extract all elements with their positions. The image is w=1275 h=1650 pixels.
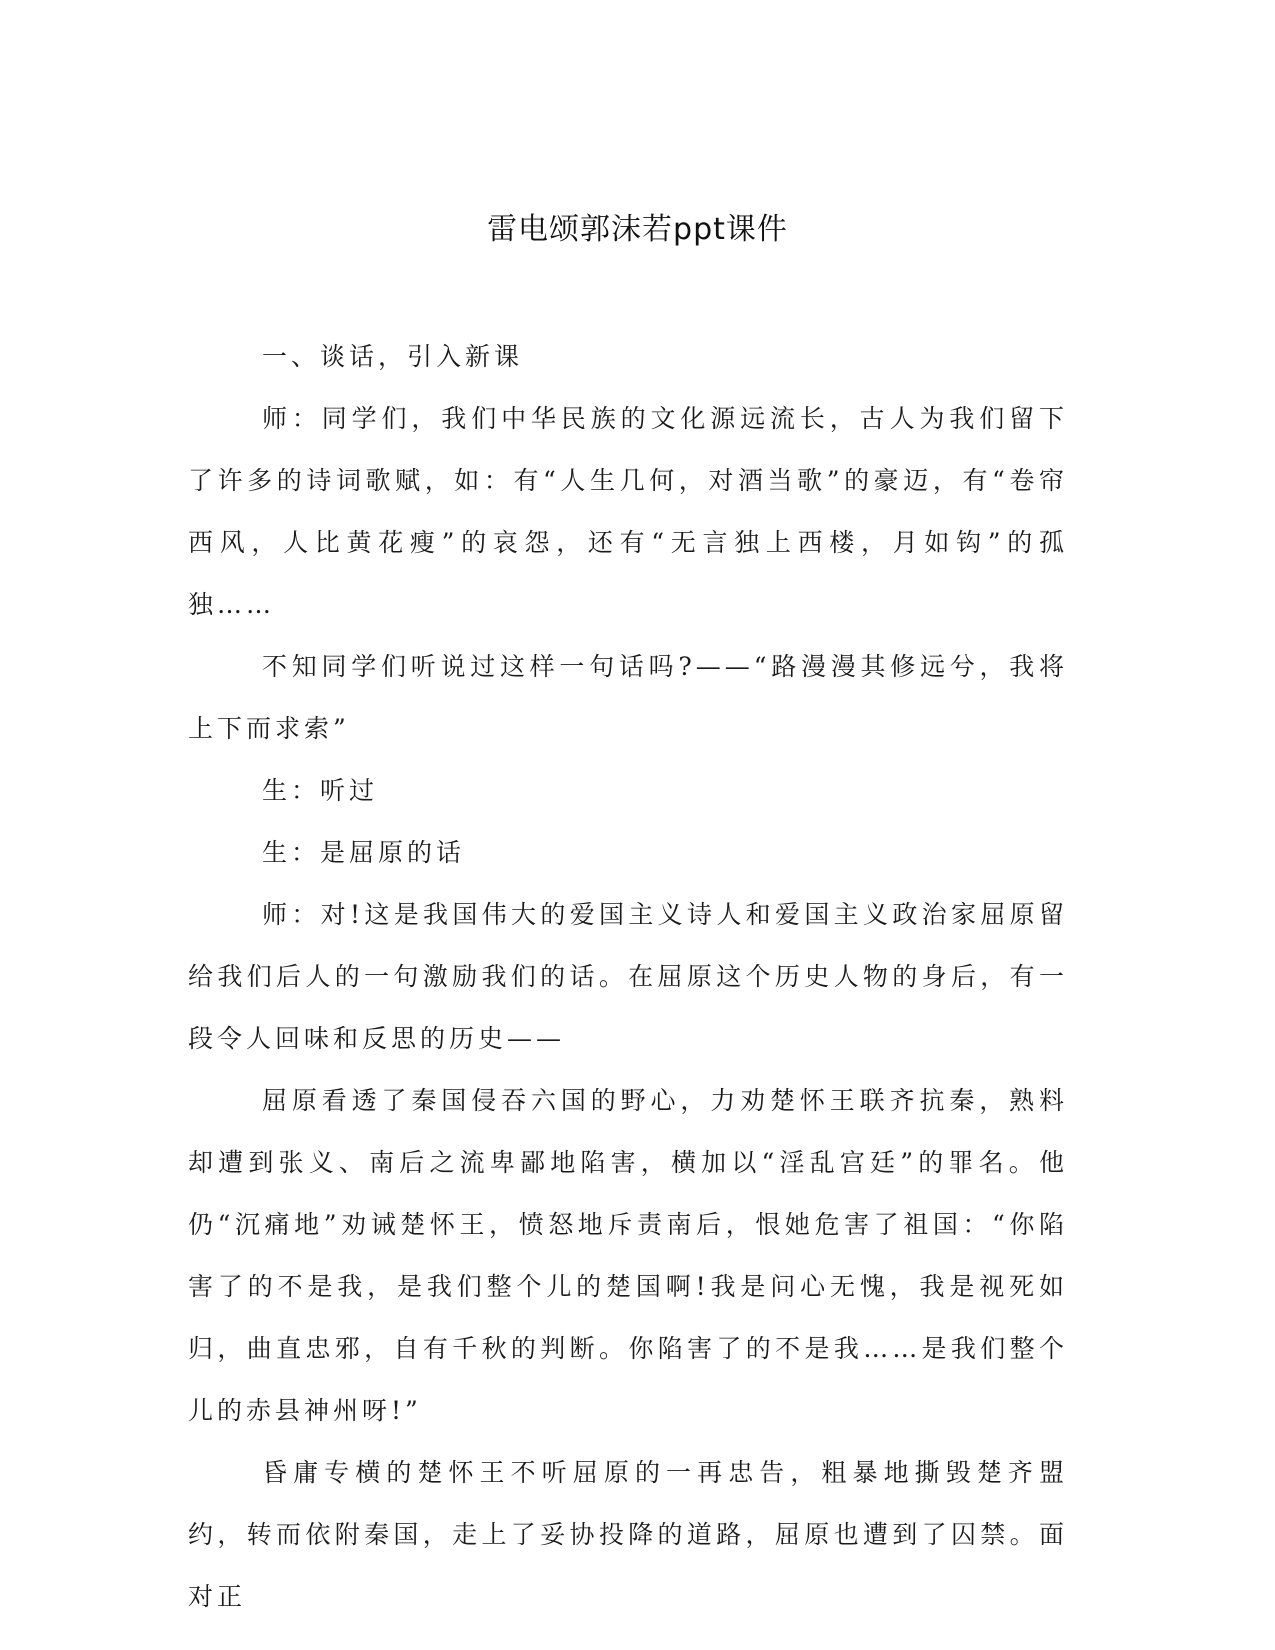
paragraph-history: 屈原看透了秦国侵吞六国的野心，力劝楚怀王联齐抗秦，熟料却遭到张义、南后之流卑鄙地陷害，横加以“淫乱宫廷”的罪名。他仍“沉痛地”劝诫楚怀王，愤怒地斥责南后，恨她危害了祖国：“你陷害了的不是我，是我们整个儿的楚国啊!我是问心无愧，我是视死如归，曲直忠邪，自有千秋的判断。你陷害了的不是我……是我们整个儿的赤县神州呀!” <box>188 1086 1068 1425</box>
paragraph-section-heading: 一、谈话，引入新课 <box>262 342 524 371</box>
paragraph-quote-question: 不知同学们听说过这样一句话吗?——“路漫漫其修远兮，我将上下而求索” <box>188 652 1068 743</box>
paragraph-teacher-intro: 师：同学们，我们中华民族的文化源远流长，古人为我们留下了许多的诗词歌赋，如：有“人生几何，对酒当歌”的豪迈，有“卷帘西风，人比黄花瘦”的哀怨，还有“无言独上西楼，月如钩”的孤独…… <box>188 404 1068 619</box>
document-title: 雷电颂郭沫若ppt课件 <box>487 212 788 247</box>
paragraph-king-policy: 昏庸专横的楚怀王不听屈原的一再忠告，粗暴地撕毁楚齐盟约，转而依附秦国，走上了妥协投降的道路，屈原也遭到了囚禁。面对正 <box>188 1458 1068 1611</box>
paragraph-student-answer-1: 生：听过 <box>262 776 379 805</box>
document-body <box>188 326 1068 1628</box>
paragraph-student-answer-2: 生：是屈原的话 <box>262 838 466 867</box>
paragraph-teacher-response: 师：对!这是我国伟大的爱国主义诗人和爱国主义政治家屈原留给我们后人的一句激励我们的话。在屈原这个历史人物的身后，有一段令人回味和反思的历史—— <box>188 900 1068 1053</box>
